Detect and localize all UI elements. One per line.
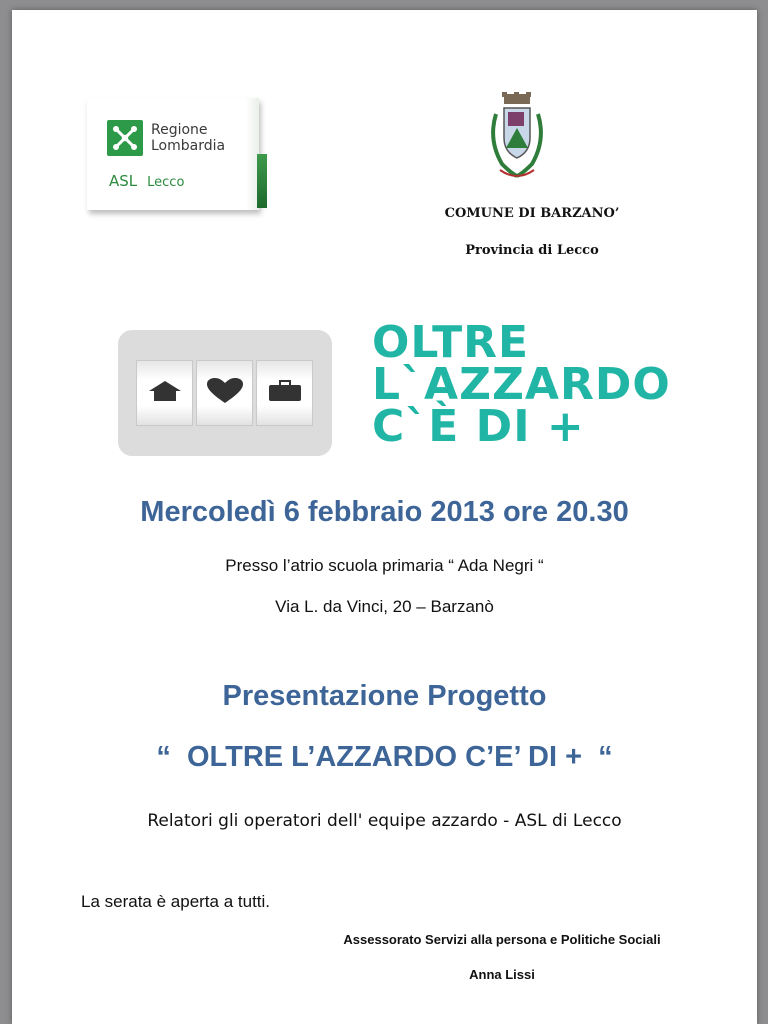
regione-lombardia-icon <box>107 120 143 156</box>
event-location-line1: Presso l’atrio scuola primaria “ Ada Negri “ <box>225 556 544 575</box>
event-location-line2: Via L. da Vinci, 20 – Barzanò <box>275 597 494 616</box>
asl-lecco-logo <box>87 98 259 210</box>
coat-of-arms-icon <box>482 90 552 190</box>
logo-lecco-label: Lecco <box>147 175 185 190</box>
heart-icon <box>206 378 244 408</box>
briefcase-icon <box>268 380 302 406</box>
project-logo-title <box>372 317 692 452</box>
project-name: “ OLTRE L’AZZARDO C’E’ DI + “ <box>156 741 613 773</box>
logo-regione-text <box>151 122 225 154</box>
house-icon <box>147 380 183 406</box>
reel-heart <box>196 360 253 426</box>
presentation-title: Presentazione Progetto <box>222 680 547 712</box>
logo-asl-text <box>109 172 184 190</box>
logo-regione-line1: Regione <box>151 122 208 138</box>
slot-machine-graphic <box>118 330 332 456</box>
provincia-heading: Provincia di Lecco <box>465 243 599 258</box>
reel-house <box>136 360 193 426</box>
reel-briefcase <box>256 360 313 426</box>
logo-asl-label: ASL <box>109 172 138 190</box>
open-to-all-note: La serata è aperta a tutti. <box>81 892 271 911</box>
slot-reels <box>136 360 313 426</box>
logo-regione-line2: Lombardia <box>151 138 226 154</box>
speakers-line: Relatori gli operatori dell' equipe azzardo - ASL di Lecco <box>147 811 622 831</box>
project-logo-line3: C`È DI + <box>372 401 585 452</box>
document-page <box>12 10 757 1024</box>
project-logo-line1: OLTRE <box>372 317 530 368</box>
department-signature: Assessorato Servizi alla persona e Politiche Sociali <box>343 932 661 947</box>
event-date: Mercoledì 6 febbraio 2013 ore 20.30 <box>140 496 629 528</box>
comune-heading: COMUNE DI BARZANO’ <box>444 206 620 221</box>
assessor-name: Anna Lissi <box>469 967 535 982</box>
project-logo-line2: L`AZZARDO <box>372 359 671 410</box>
logo-green-bar <box>257 154 267 208</box>
